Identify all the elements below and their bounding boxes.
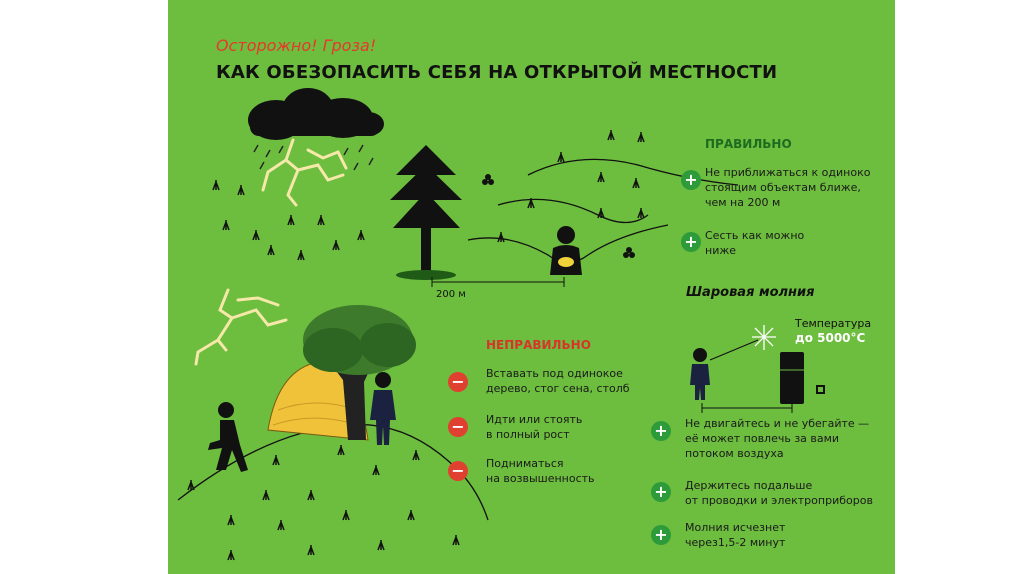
plus-icon: + (681, 232, 701, 252)
ball-item: Молния исчезнет через1,5-2 минут (685, 521, 786, 549)
correct-heading: ПРАВИЛЬНО (705, 137, 792, 151)
infographic-slide (168, 0, 895, 574)
plus-icon: + (651, 525, 671, 545)
person-icon (690, 348, 710, 400)
minus-icon: − (448, 417, 468, 437)
minus-icon: − (448, 372, 468, 392)
ball-lightning-icon (752, 325, 776, 350)
socket-icon (816, 385, 825, 394)
wrong-item: Идти или стоять в полный рост (486, 413, 583, 441)
hill-line (498, 199, 648, 222)
lightning-icon (196, 290, 286, 364)
ball-path (710, 340, 758, 360)
temperature-label: Температура до 5000°С (795, 317, 872, 345)
flower-icon (482, 174, 635, 258)
walking-person-icon (208, 402, 248, 472)
wrong-item: Подниматься на возвышенность (486, 457, 595, 485)
plus-icon: + (681, 170, 701, 190)
ball-lightning-heading: Шаровая молния (686, 285, 815, 300)
distance-label: 200 м (436, 289, 466, 300)
standing-person-icon (370, 372, 396, 445)
ball-item: Держитесь подальше от проводки и электроприборов (685, 479, 873, 507)
correct-item: Не приближаться к одиноко стоящим объектам ближе, чем на 200 м (705, 166, 871, 209)
distance-marker (432, 277, 564, 287)
page-title: КАК ОБЕЗОПАСИТЬ СЕБЯ НА ОТКРЫТОЙ МЕСТНОСТИ (216, 62, 778, 83)
storm-cloud-icon (248, 88, 384, 140)
tree-icon (390, 145, 462, 280)
warning-title: Осторожно! Гроза! (216, 36, 377, 55)
lightning-icon (263, 140, 346, 205)
ball-item: Не двигайтесь и не убегайте — её может повлечь за вами потоком воздуха (685, 417, 870, 460)
plus-icon: + (651, 482, 671, 502)
wrong-heading: НЕПРАВИЛЬНО (486, 338, 591, 352)
correct-item: Сесть как можно ниже (705, 229, 805, 257)
sitting-person-icon (550, 226, 582, 275)
distance-marker (702, 403, 792, 413)
plus-icon: + (651, 421, 671, 441)
refrigerator-icon (780, 352, 804, 404)
wrong-item: Вставать под одинокое дерево, стог сена, столб (486, 367, 630, 395)
minus-icon: − (448, 461, 468, 481)
